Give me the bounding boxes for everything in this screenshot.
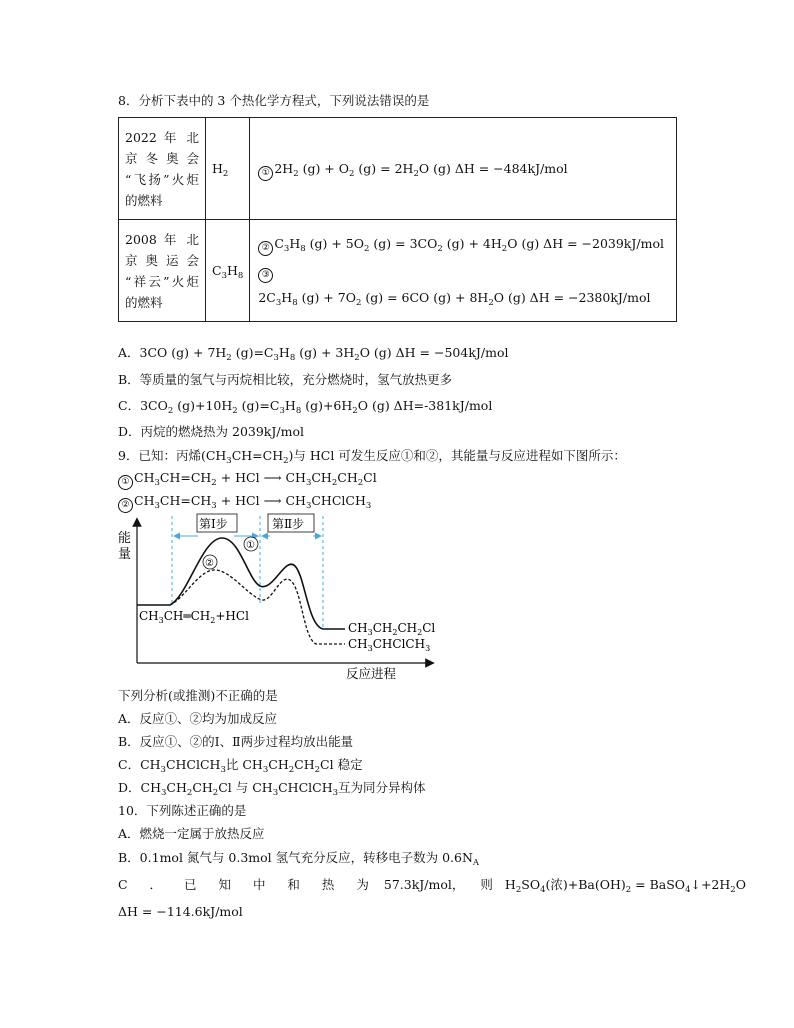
row1-desc-line: “飞扬”火炬 (125, 171, 199, 187)
row2-desc (119, 220, 206, 322)
q9-stem: 9．已知：丙烯$(CH_3CH=CH_2)$与 HCl 可发生反应①和②，其能量与反应进程如下图所示： (118, 448, 626, 466)
q9-option-d: D．$CH_3CH_2CH_2Cl$ 与 $CH_3CHClCH_3$互为同分异构体 (118, 780, 426, 798)
row2-equations (250, 220, 677, 322)
product-1-label: $CH_3CH_2CH_2Cl$ (348, 621, 436, 637)
q10-stem: 10．下列陈述正确的是 (118, 803, 247, 818)
table-row (119, 220, 677, 322)
row1-desc-line: 2022 年 北 (125, 129, 199, 145)
q8-stem: 8．分析下表中的 3 个热化学方程式，下列说法错误的是 (118, 93, 430, 108)
curve-reaction-2 (170, 570, 345, 644)
circled-number-2: ② (118, 498, 133, 513)
energy-diagram (110, 508, 470, 686)
x-axis-label: 反应进程 (346, 666, 397, 681)
circled-number-3: ③ (258, 268, 273, 283)
q8-table (118, 117, 677, 322)
row1-desc-line: 京冬奥会 (125, 150, 199, 166)
q8-option-c: C．$3CO_2$ $(g)+10H_2$ $(g)=C_3H_8$ $(g)+6H_2O$ (g) ΔH=-381kJ/mol (118, 398, 493, 416)
circled-number-1: ① (118, 475, 133, 490)
q9-reaction-1: ① $CH_3CH=CH_2$ + HCl ⟶ $CH_3CH_2CH_2Cl$ (118, 469, 377, 490)
row2-desc-line: 2008 年 北 (125, 231, 199, 247)
reactant-label: $CH_3CH═CH_2+HCl$ (139, 609, 249, 625)
y-axis-label: 能 (118, 531, 132, 546)
y-axis-label: 量 (118, 547, 132, 562)
q9-option-a: A．反应①、②均为加成反应 (118, 711, 278, 726)
q9-option-b: B．反应①、②的Ⅰ、Ⅱ两步过程均放出能量 (118, 734, 354, 749)
q9-option-c: C．$CH_3CHClCH_3$比 $CH_3CH_2CH_2Cl$ 稳定 (118, 757, 363, 775)
q10-option-c: C ． 已 知 中 和 热 为 57.3kJ/mol， 则 $H_2SO_4$(浓)$+Ba(OH)_2$ = $BaSO_4↓+2H_2O$ (118, 877, 746, 895)
step1-label: 第Ⅰ步 (199, 517, 228, 531)
circled-number-1: ① (258, 166, 273, 181)
curve-1-label: ① (246, 540, 255, 551)
q9-reaction-2: ② $CH_3CH=CH_3$ + HCl ⟶ $CH_3CHClCH_3$ (118, 492, 371, 513)
row1-equation: ① $2H_2$ $(g) + O_2$ $(g) = 2H_2O$ (g) ΔH = −484kJ/mol (250, 118, 677, 220)
row2-fuel: $C_3H_8$ (206, 220, 250, 322)
row2-desc-line: 京奥运会 (125, 252, 199, 268)
table-row (119, 118, 677, 220)
circled-number-2: ② (258, 241, 273, 256)
row2-desc-line: “祥云”火炬 (125, 273, 199, 289)
step2-label: 第Ⅱ步 (272, 517, 305, 531)
q10-option-c-dh: ΔH = −114.6kJ/mol (118, 904, 243, 919)
q8-option-b: B．等质量的氢气与丙烷相比较，充分燃烧时，氢气放热更多 (118, 372, 453, 387)
q10-option-a: A．燃烧一定属于放热反应 (118, 826, 265, 841)
q9-analysis-prompt: 下列分析(或推测)不正确的是 (118, 688, 278, 703)
row1-desc (119, 118, 206, 220)
equation-2-line: ② $C_3H_8$ $(g) + 5O_2$ $(g) = 3CO_2$ $(g) + 4H_2O$ (g) ΔH = −2039kJ/mol ③ (258, 230, 668, 284)
row1-fuel: $H_2$ (206, 118, 250, 220)
q10-option-b: B．0.1mol 氮气与 0.3mol 氢气充分反应，转移电子数为 $0.6N_A$ (118, 850, 480, 868)
q8-option-a: A．3CO $(g) + 7H_2$ $(g)=C_3H_8$ $(g) + 3H_2O$ (g) ΔH = −504kJ/mol (118, 345, 509, 363)
product-2-label: $CH_3CHClCH_3$ (348, 637, 431, 653)
equation-3-line: $2C_3H_8$ $(g) + 7O_2$ (g) = 6CO $(g) + 8H_2O$ (g) ΔH = −2380kJ/mol (258, 290, 651, 308)
q8-option-d: D．丙烷的燃烧热为 2039kJ/mol (118, 424, 304, 439)
row1-desc-line: 的燃料 (125, 192, 163, 208)
row2-desc-line: 的燃料 (125, 294, 163, 310)
curve-2-label: ② (205, 558, 214, 569)
